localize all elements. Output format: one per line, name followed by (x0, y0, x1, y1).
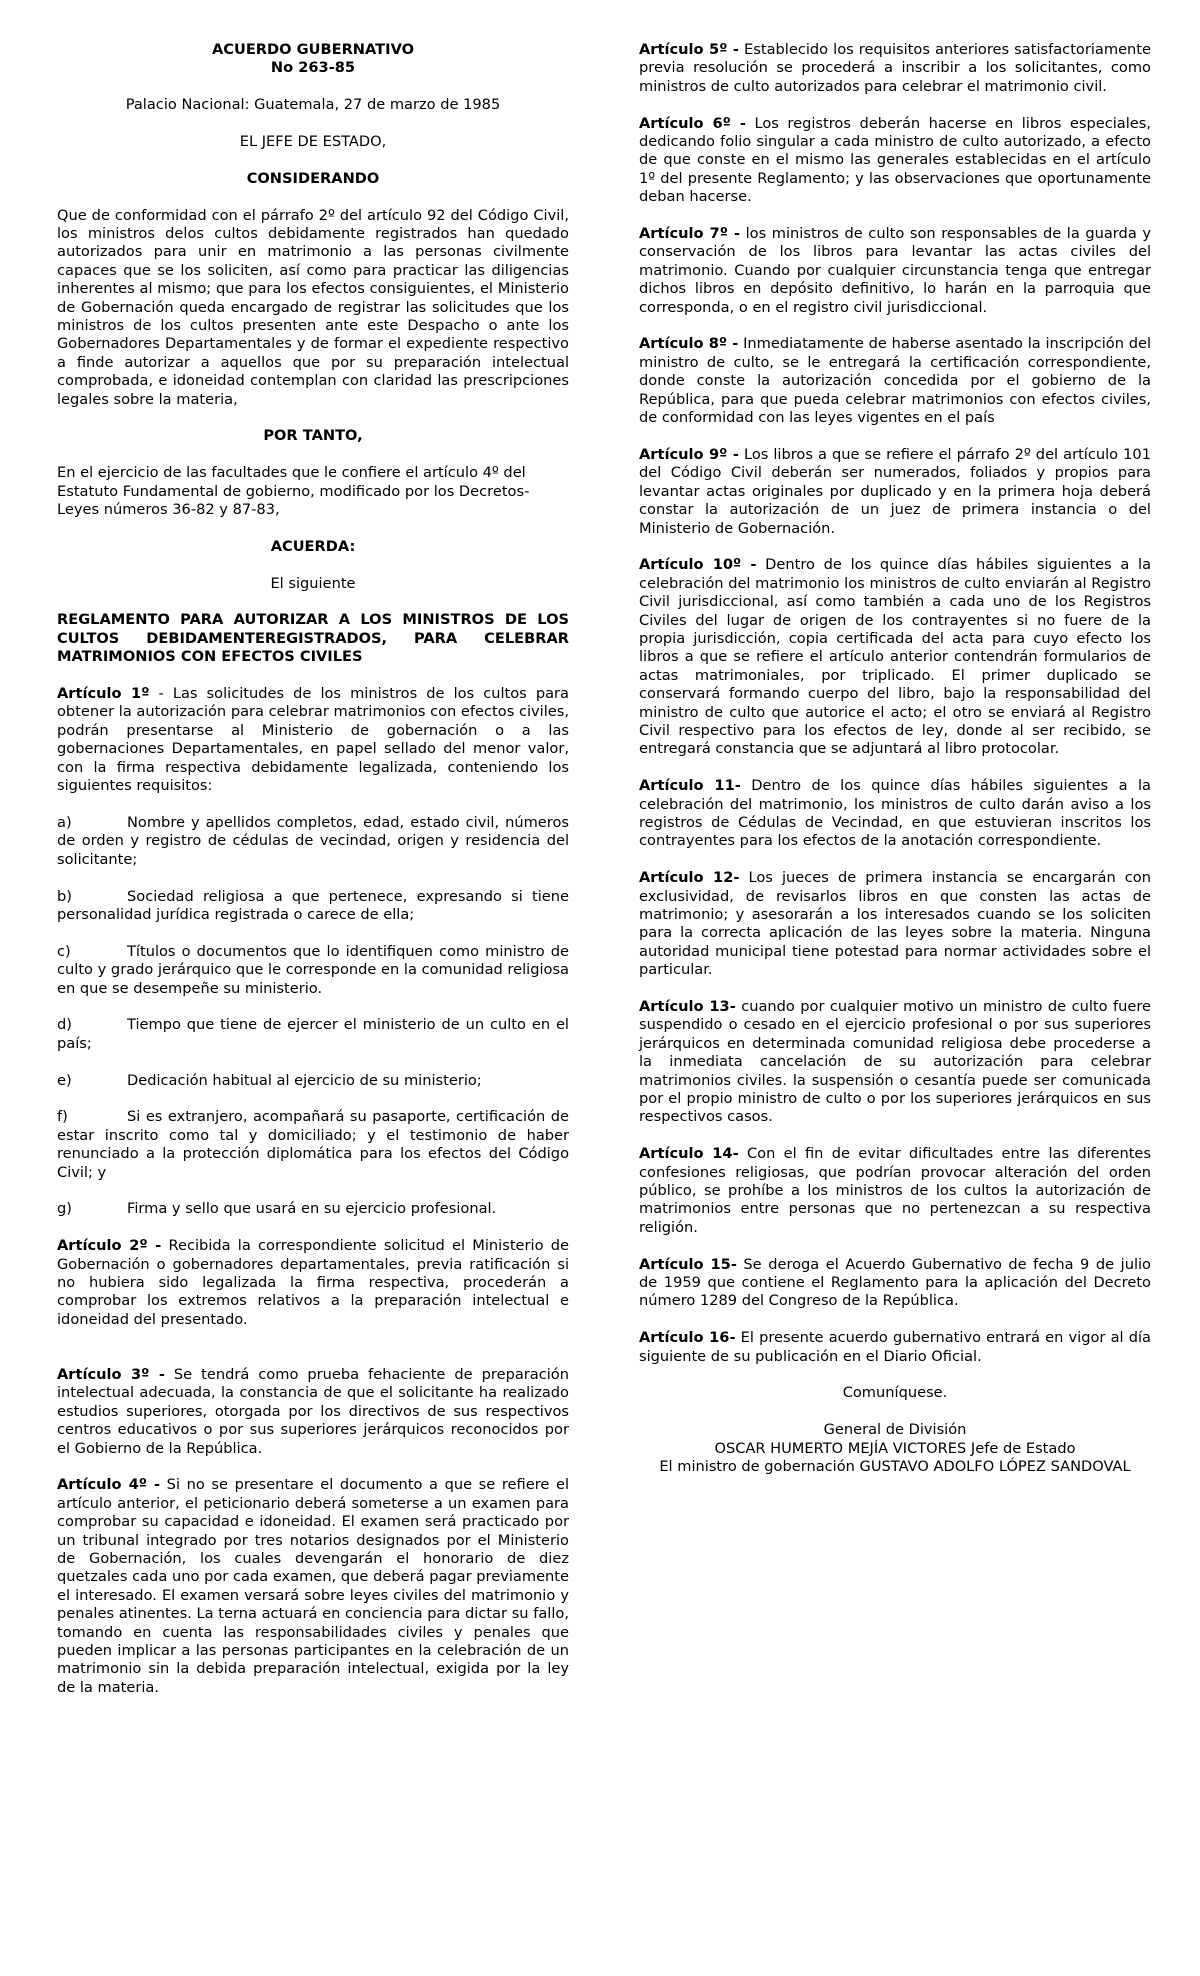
item-text: Títulos o documentos que lo identifiquen como ministro de culto y grado jerárquico que le corresponde en la comunidad religiosa en que se desempeñe su ministerio. (57, 942, 569, 997)
reglamento-title: REGLAMENTO PARA AUTORIZAR A LOS MINISTROS DE LOS CULTOS DEBIDAMENTEREGISTRADOS, PARA CELEBRAR MATRIMONIOS CON EFECTOS CIVILES (57, 611, 569, 666)
item-text: Si es extranjero, acompañará su pasaporte, certificación de estar inscrito como tal y domiciliado; y el testimonio de haber renunciado a la protección diplomática para los efectos del Código Civil; y (57, 1108, 569, 1181)
article-11 (639, 777, 1151, 851)
article-1-text: - Las solicitudes de los ministros de los cultos para obtener la autorización para celebrar matrimonios con efectos civiles, podrán presentarse al Ministerio de gobernación o a las gobernaciones Departamentales, en papel sellado del menor valor, con la firma respectiva debidamente legalizada, conteniendo los siguientes requisitos: (57, 685, 569, 795)
article-10-label: Artículo 10º - (639, 556, 757, 574)
article-7-text: los ministros de culto son responsables de la guarda y conservación de los libros para levantar las actas civiles del matrimonio. Cuando por cualquier circunstancia tenga que entregar dichos libros en depósito definitivo, lo harán en la parroquia que corresponda, o en el registro civil jurisdiccional. (639, 225, 1151, 316)
article-4 (57, 1476, 569, 1697)
article-15-label: Artículo 15- (639, 1255, 737, 1273)
document-title: ACUERDO GUBERNATIVO (211, 41, 415, 58)
article-8 (639, 335, 1151, 427)
article-12-text: Los jueces de primera instancia se encargarán con exclusividad, de revisarlos libros en que consten las actas de matrimonio; y asesorarán a los interesados cuando se los soliciten para la correcta aplicación de las leyes sobre la materia. Ninguna autoridad municipal tiene potestad para normar actividades sobre el particular. (639, 869, 1151, 979)
considerando-heading: CONSIDERANDO (246, 169, 380, 187)
place-date: Palacio Nacional: Guatemala, 27 de marzo de 1985 (125, 96, 501, 114)
jefe-de-estado: EL JEFE DE ESTADO, (239, 133, 387, 150)
signature-head-of-state: OSCAR HUMERTO MEJÍA VICTORES Jefe de Estado (714, 1439, 1076, 1457)
article-3-label: Artículo 3º - (57, 1365, 165, 1383)
requirement-item-d (57, 1016, 569, 1053)
article-8-label: Artículo 8º - (639, 335, 739, 353)
item-label: g) (57, 1200, 72, 1218)
article-13-label: Artículo 13- (639, 998, 736, 1015)
article-4-text: Si no se presentare el documento a que se refiere el artículo anterior, el peticionario deberá someterse a un examen para comprobar su capacidad e idoneidad. El examen será practicado por un tribunal integrado por tres notarios designados por el Ministerio de Gobernación, los cuales devengarán el honorario de diez quetzales cada uno por cada examen, que deberá pagar previamente el interesado. El examen versará sobre leyes civiles del matrimonio y penales atinentes. La terna actuará en conciencia para dictar su fallo, tomando en cuenta las responsabilidades civiles y penales que pueden implicar a las personas participantes en la celebración de un matrimonio sin la debida preparación intelectual, exigida por la ley de la materia. (57, 1476, 569, 1696)
signature-rank: General de División (823, 1421, 967, 1439)
por-tanto-text: En el ejercicio de las facultades que le confiere el artículo 4º del Estatuto Fundamental de gobierno, modificado por los Decretos-Leyes números 36-82 y 87-83, (57, 464, 530, 519)
left-column (57, 41, 569, 1716)
article-3 (57, 1366, 569, 1458)
considerando-text: Que de conformidad con el párrafo 2º del artículo 92 del Código Civil, los ministros delos cultos debidamente registrados han quedado autorizados para unir en matrimonio a las personas civilmente capaces que se los soliciten, así como para practicar las diligencias inherentes al mismo; que para los efectos consiguientes, el Ministerio de Gobernación queda encargado de registrar las solicitudes que los ministros de los cultos presenten ante este Despacho o ante los Gobernadores Departamentales y de formar el expediente respectivo a finde autorizar a aquellos que por su preparación intelectual comprobada, e idoneidad contemplan con claridad las prescripciones legales sobre la materia, (57, 206, 569, 408)
item-label: e) (57, 1071, 72, 1089)
article-2-label: Artículo 2º - (57, 1237, 162, 1255)
acuerda-heading: ACUERDA: (270, 537, 356, 555)
article-9 (639, 446, 1151, 538)
item-text: Firma y sello que usará en su ejercicio profesional. (127, 1200, 497, 1218)
article-14-text: Con el fin de evitar dificultades entre las diferentes confesiones religiosas, que podrían provocar alteración del orden público, se prohíbe a los ministros de los cultos la autorización de matrimonios entre personas que no pertenezcan a su respectiva religión. (639, 1145, 1151, 1236)
requirement-item-c (57, 943, 569, 998)
article-5-text: Establecido los requisitos anteriores satisfactoriamente previa resolución se procederá a inscribir a los solicitantes, como ministros de culto autorizados para celebrar el matrimonio civil. (639, 41, 1151, 95)
article-10-text: Dentro de los quince días hábiles siguientes a la celebración del matrimonio los ministros de culto enviarán al Registro Civil jurisdiccional, así como también a cada uno de los Registros Civiles del lugar de origen de los contrayentes si no fuere de la propia jurisdicción, copia certificada del acta para cuyo efecto los libros a que se refiere el artículo anterior contendrán formularios de actas matrimoniales, por triplicado. El primer duplicado se conservará formando cuerpo del libro, bajo la responsabilidad del ministro de culto que autorice el acto; el otro se enviará al Registro Civil respectivo para los efectos de ley, donde al ser recibido, se entregará constancia que se adjuntará al libro protocolar. (639, 556, 1152, 758)
item-text: Tiempo que tiene de ejercer el ministerio de un culto en el país; (57, 1016, 569, 1052)
item-label: b) (57, 887, 72, 905)
article-9-label: Artículo 9º - (639, 445, 739, 463)
article-8-text: Inmediatamente de haberse asentado la inscripción del ministro de culto, se le entregará la certificación correspondiente, donde conste la autorización concedida por el gobierno de la República, para que pueda celebrar matrimonios con efectos civiles, de conformidad con las leyes vigentes en el país (639, 335, 1151, 427)
el-siguiente: El siguiente (270, 574, 356, 592)
item-text: Sociedad religiosa a que pertenece, expresando si tiene personalidad jurídica registrada o carece de ella; (57, 887, 569, 923)
item-label: d) (57, 1016, 72, 1034)
item-text: Nombre y apellidos completos, edad, estado civil, números de orden y registro de cédulas de vecindad, origen y residencia del solicitante; (57, 813, 569, 868)
article-16-text: El presente acuerdo gubernativo entrará en vigor al día siguiente de su publicación en el Diario Oficial. (639, 1329, 1151, 1365)
article-2 (57, 1237, 569, 1329)
article-14 (639, 1145, 1151, 1237)
article-4-label: Artículo 4º - (57, 1476, 161, 1494)
article-12-label: Artículo 12- (639, 869, 740, 887)
article-5 (639, 41, 1151, 96)
article-9-text: Los libros a que se refiere el párrafo 2º del artículo 101 del Código Civil deberán ser numerados, foliados y propios para levantar actas originales por duplicado y en la primera hoja deberá constar la autorización de un juez de primera instancia o del Ministerio de Gobernación. (639, 445, 1151, 537)
requirement-item-b (57, 888, 569, 925)
requirement-item-a (57, 814, 569, 869)
article-15 (639, 1256, 1151, 1311)
article-14-label: Artículo 14- (639, 1145, 739, 1163)
signature-minister: El ministro de gobernación GUSTAVO ADOLFO LÓPEZ SANDOVAL (659, 1458, 1131, 1476)
requirement-item-g (57, 1200, 569, 1218)
spacer (57, 1348, 569, 1366)
article-13 (639, 998, 1151, 1127)
article-7 (639, 225, 1151, 317)
requirement-item-e (57, 1072, 569, 1090)
document-number: No 263-85 (270, 59, 356, 77)
article-6 (639, 115, 1151, 207)
item-label: f) (57, 1108, 68, 1126)
comuniquese: Comuníquese. (842, 1384, 948, 1402)
article-11-label: Artículo 11- (639, 777, 741, 795)
article-10 (639, 556, 1151, 758)
requirement-item-f (57, 1108, 569, 1182)
article-7-label: Artículo 7º - (639, 225, 741, 243)
right-column (639, 41, 1151, 1476)
article-6-text: Los registros deberán hacerse en libros especiales, dedicando folio singular a cada ministro de culto autorizado, a efecto de que conste en el mismo las generales establecidas en el artículo 1º del presente Reglamento; y las observaciones que oportunamente deban hacerse. (639, 114, 1151, 206)
article-16-label: Artículo 16- (639, 1329, 736, 1347)
article-6-label: Artículo 6º - (639, 114, 746, 132)
article-2-text: Recibida la correspondiente solicitud el Ministerio de Gobernación o gobernadores departamentales, previa ratificación si no hubiera sido legalizada la firma respectiva, procederán a comprobar los extremos relativos a la preparación intelectual e idoneidad del presentado. (57, 1237, 569, 1328)
item-label: c) (57, 942, 71, 960)
article-1-label: Artículo 1º (57, 685, 150, 703)
article-3-text: Se tendrá como prueba fehaciente de preparación intelectual adecuada, la constancia de que el solicitante ha realizado estudios superiores, otorgada por los directivos de sus respectivos centros educativos o por sus superiores jerárquicos reconocidos por el Gobierno de la República. (57, 1365, 569, 1457)
por-tanto-heading: POR TANTO, (263, 427, 363, 445)
article-1 (57, 685, 569, 795)
article-5-label: Artículo 5º - (639, 41, 739, 58)
item-text: Dedicación habitual al ejercicio de su ministerio; (127, 1071, 482, 1089)
article-11-text: Dentro de los quince días hábiles siguientes a la celebración del matrimonio, los ministros de culto darán aviso a los registros de Cédulas de Vecindad, en que estuvieran inscritos los contrayentes para los efectos de la anotación correspondiente. (639, 777, 1151, 850)
article-13-text: cuando por cualquier motivo un ministro de culto fuere suspendido o cesado en el ejercicio profesional o por sus superiores jerárquicos en determinada comunidad religiosa debe procederse a la inmediata cancelación de su autorización para celebrar matrimonios civiles. la suspensión o cesantía puede ser comunicada por el propio ministro de culto o por los superiores jerárquicos en sus respectivos casos. (639, 998, 1151, 1126)
article-15-text: Se deroga el Acuerdo Gubernativo de fecha 9 de julio de 1959 que contiene el Reglamento para la aplicación del Decreto número 1289 del Congreso de la República. (639, 1255, 1151, 1310)
item-label: a) (57, 813, 72, 831)
article-16 (639, 1329, 1151, 1366)
article-12 (639, 869, 1151, 979)
